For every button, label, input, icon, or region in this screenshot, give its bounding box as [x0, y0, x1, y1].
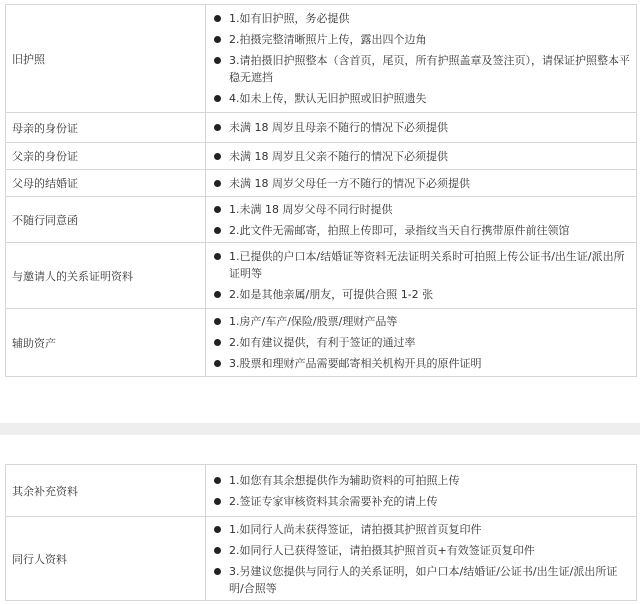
list-item-text: 3.另建议您提供与同行人的关系证明，如户口本/结婚证/公证书/出生证/派出所证明/合照等	[229, 564, 618, 595]
list-item	[214, 88, 630, 109]
row-content	[206, 465, 637, 517]
bullet-icon	[214, 36, 221, 43]
bullet-icon	[214, 15, 221, 22]
list-item-text: 1.已提供的户口本/结婚证等资料无法证明关系时可拍照上传公证书/出生证/派出所证明等	[229, 250, 625, 280]
list-item-text: 2.如是其他亲属/朋友，可提供合照 1-2 张	[229, 288, 434, 301]
list-item-text: 未满 18 周岁且父亲不随行的情况下必须提供	[229, 149, 448, 163]
bullet-icon	[214, 339, 221, 346]
list-item-text: 1.如您有其余想提供作为辅助资料的可拍照上传	[229, 473, 460, 487]
row-content	[206, 5, 637, 113]
table-row	[6, 309, 637, 377]
list-item-text: 1.房产/车产/保险/股票/理财产品等	[229, 315, 398, 328]
list-item-text: 未满 18 周岁父母任一方不随行的情况下必须提供	[229, 176, 470, 190]
list-item-text: 2.如有建议提供，有利于签证的通过率	[229, 336, 416, 349]
bullet-icon	[214, 291, 221, 298]
list-item	[214, 146, 630, 167]
row-content	[206, 197, 637, 243]
requirements-table-2	[5, 464, 637, 601]
list-item-text: 3.股票和理财产品需要邮寄相关机构开具的原件证明	[229, 357, 482, 370]
table-row	[6, 197, 637, 243]
list-item-text: 2.拍摄完整清晰照片上传，露出四个边角	[229, 33, 427, 46]
list-item	[214, 117, 630, 138]
table-row	[6, 465, 637, 517]
bullet-icon	[214, 547, 221, 554]
list-item	[214, 332, 630, 353]
list-item	[214, 8, 630, 29]
row-label: 父母的结婚证	[6, 170, 206, 197]
table-row	[6, 517, 637, 601]
row-label: 不随行同意函	[6, 197, 206, 243]
bullet-icon	[214, 526, 221, 533]
list-item	[214, 50, 630, 88]
bullet-icon	[214, 153, 221, 160]
row-content	[206, 113, 637, 143]
list-item	[214, 491, 630, 512]
bullet-icon	[214, 206, 221, 213]
table-row	[6, 243, 637, 309]
table-row	[6, 170, 637, 197]
list-item-text: 2.此文件无需邮寄，拍照上传即可，录指纹当天自行携带原件前往领馆	[229, 223, 570, 237]
list-item	[214, 29, 630, 50]
bullet-icon	[214, 253, 221, 260]
row-content	[206, 309, 637, 377]
row-label: 旧护照	[6, 5, 206, 113]
list-item	[214, 353, 630, 374]
row-label: 父亲的身份证	[6, 143, 206, 170]
bullet-icon	[214, 180, 221, 187]
list-item	[214, 540, 630, 561]
row-content	[206, 170, 637, 197]
list-item	[214, 561, 630, 599]
list-item-text: 1.如有旧护照，务必提供	[229, 12, 350, 25]
bullet-icon	[214, 318, 221, 325]
row-content	[206, 243, 637, 309]
row-label: 与邀请人的关系证明资料	[6, 243, 206, 309]
row-label: 母亲的身份证	[6, 113, 206, 143]
row-label: 同行人资料	[6, 517, 206, 601]
bullet-icon	[214, 227, 221, 234]
list-item	[214, 470, 630, 491]
list-item	[214, 284, 630, 305]
section-separator	[0, 423, 640, 435]
bullet-icon	[214, 477, 221, 484]
row-label: 辅助资产	[6, 309, 206, 377]
list-item	[214, 220, 630, 241]
list-item	[214, 199, 630, 220]
bullet-icon	[214, 57, 221, 64]
list-item-text: 3.请拍摄旧护照整本（含首页，尾页，所有护照盖章及签注页），请保证护照整本平稳无遮挡	[229, 54, 630, 84]
table-row	[6, 143, 637, 170]
list-item	[214, 246, 630, 284]
list-item	[214, 311, 630, 332]
list-item-text: 2.如同行人已获得签证，请拍摄其护照首页+有效签证页复印件	[229, 543, 535, 557]
list-item-text: 1.未满 18 周岁父母不同行时提供	[229, 202, 393, 216]
bullet-icon	[214, 568, 221, 575]
row-content	[206, 143, 637, 170]
bullet-icon	[214, 498, 221, 505]
list-item-text: 未满 18 周岁且母亲不随行的情况下必须提供	[229, 121, 448, 134]
bullet-icon	[214, 124, 221, 131]
row-content	[206, 517, 637, 601]
requirements-table-1	[5, 4, 637, 377]
bullet-icon	[214, 95, 221, 102]
list-item-text: 2.签证专家审核资料其余需要补充的请上传	[229, 494, 438, 508]
list-item-text: 4.如未上传，默认无旧护照或旧护照遗失	[229, 92, 427, 105]
table-row	[6, 113, 637, 143]
list-item	[214, 173, 630, 194]
list-item	[214, 519, 630, 540]
list-item-text: 1.如同行人尚未获得签证，请拍摄其护照首页复印件	[229, 522, 482, 536]
table-row	[6, 5, 637, 113]
row-label: 其余补充资料	[6, 465, 206, 517]
bullet-icon	[214, 360, 221, 367]
